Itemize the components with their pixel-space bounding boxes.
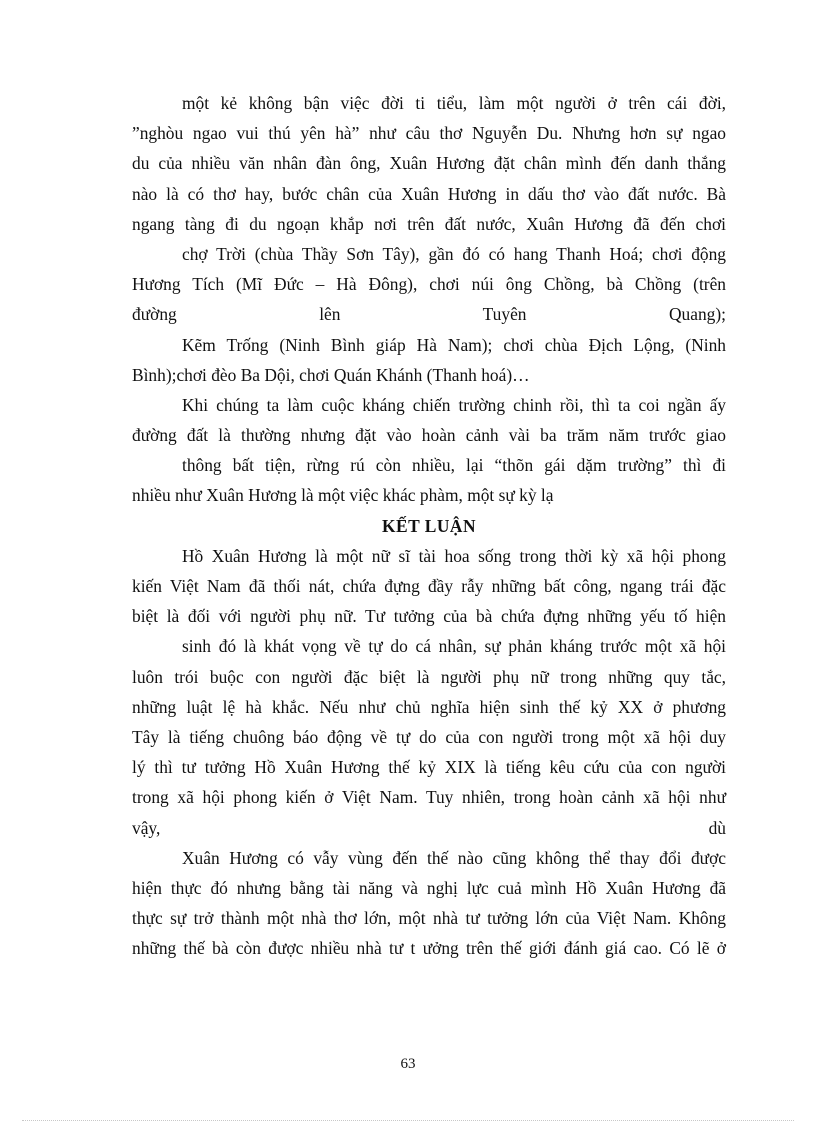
text-line: du của nhiều văn nhân đàn ông, Xuân Hương đặt chân mình đến danh thắng bbox=[132, 153, 726, 174]
text-line: Khi chúng ta làm cuộc kháng chiến trường chinh rồi, thì ta coi ngần ấy bbox=[182, 394, 726, 415]
text-line: Kẽm Trống (Ninh Bình giáp Hà Nam); chơi chùa Địch Lộng, (Ninh bbox=[182, 334, 726, 355]
text-line: Xuân Hương có vẫy vùng đến thế nào cũng không thể thay đổi được bbox=[182, 847, 726, 868]
text-line: luôn trói buộc con người đặc biệt là người phụ nữ trong những quy tắc, bbox=[132, 666, 726, 687]
text-line: vậy, dù bbox=[132, 817, 726, 838]
text-line: ”nghòu ngao vui thú yên hà” như câu thơ Nguyễn Du. Nhưng hơn sự ngao bbox=[132, 123, 726, 144]
text-line: trong xã hội phong kiến ở Việt Nam. Tuy nhiên, trong hoàn cảnh xã hội như bbox=[132, 787, 726, 808]
text-line: nhiều như Xuân Hương là một việc khác phàm, một sự kỳ lạ bbox=[132, 485, 554, 506]
text-line: Hương Tích (Mĩ Đức – Hà Đông), chơi núi ông Chồng, bà Chồng (trên bbox=[132, 274, 726, 295]
text-line: biệt là đối với người phụ nữ. Tư tưởng của bà chứa đựng những yếu tố hiện bbox=[132, 606, 726, 627]
page-number: 63 bbox=[400, 1056, 416, 1072]
text-line: đường lên Tuyên Quang); bbox=[132, 304, 726, 325]
text-line: thực sự trở thành một nhà thơ lớn, một nhà tư tưởng lớn của Việt Nam. Không bbox=[132, 908, 726, 929]
section-heading: KẾT LUẬN bbox=[381, 515, 477, 536]
text-line: sinh đó là khát vọng về tự do cá nhân, sự phản kháng trước một xã hội bbox=[182, 636, 726, 657]
text-line: thông bất tiện, rừng rú còn nhiều, lại “thõn gái dặm trường” thì đi bbox=[182, 455, 726, 476]
text-line: hiện thực đó nhưng bằng tài năng và nghị lực cuả mình Hồ Xuân Hương đã bbox=[132, 877, 726, 898]
text-line: một kẻ không bận việc đời ti tiểu, làm một người ở trên cái đời, bbox=[182, 93, 726, 113]
body-text bbox=[132, 88, 726, 963]
text-line: Hồ Xuân Hương là một nữ sĩ tài hoa sống trong thời kỳ xã hội phong bbox=[182, 545, 726, 566]
text-line: đường đất là thường nhưng đặt vào hoàn cảnh vài ba trăm năm trước giao bbox=[132, 425, 726, 446]
text-line: lý thì tư tưởng Hồ Xuân Hương thế kỷ XIX là tiếng kêu cứu của con người bbox=[132, 757, 726, 778]
text-line: chợ Trời (chùa Thầy Sơn Tây), gần đó có hang Thanh Hoá; chơi động bbox=[182, 243, 726, 264]
page-bottom-divider bbox=[22, 1120, 794, 1121]
text-line: những thế bà còn được nhiều nhà tư t ưởng trên thế giới đánh giá cao. Có lẽ ở bbox=[132, 938, 726, 959]
text-line: Bình);chơi đèo Ba Dội, chơi Quán Khánh (Thanh hoá)… bbox=[132, 364, 530, 385]
text-line: những luật lệ hà khắc. Nếu như chủ nghĩa hiện sinh thế kỷ XX ở phương bbox=[132, 696, 726, 717]
text-line: Tây là tiếng chuông báo động về tự do của con người trong một xã hội duy bbox=[132, 726, 726, 747]
text-line: kiến Việt Nam đã thối nát, chứa đựng đầy rẫy những bất công, ngang trái đặc bbox=[132, 576, 726, 596]
text-line: nào là có thơ hay, bước chân của Xuân Hương in dấu thơ vào đất nước. Bà bbox=[132, 183, 726, 204]
text-line: ngang tàng đi du ngoạn khắp nơi trên đất nước, Xuân Hương đã đến chơi bbox=[132, 213, 726, 234]
